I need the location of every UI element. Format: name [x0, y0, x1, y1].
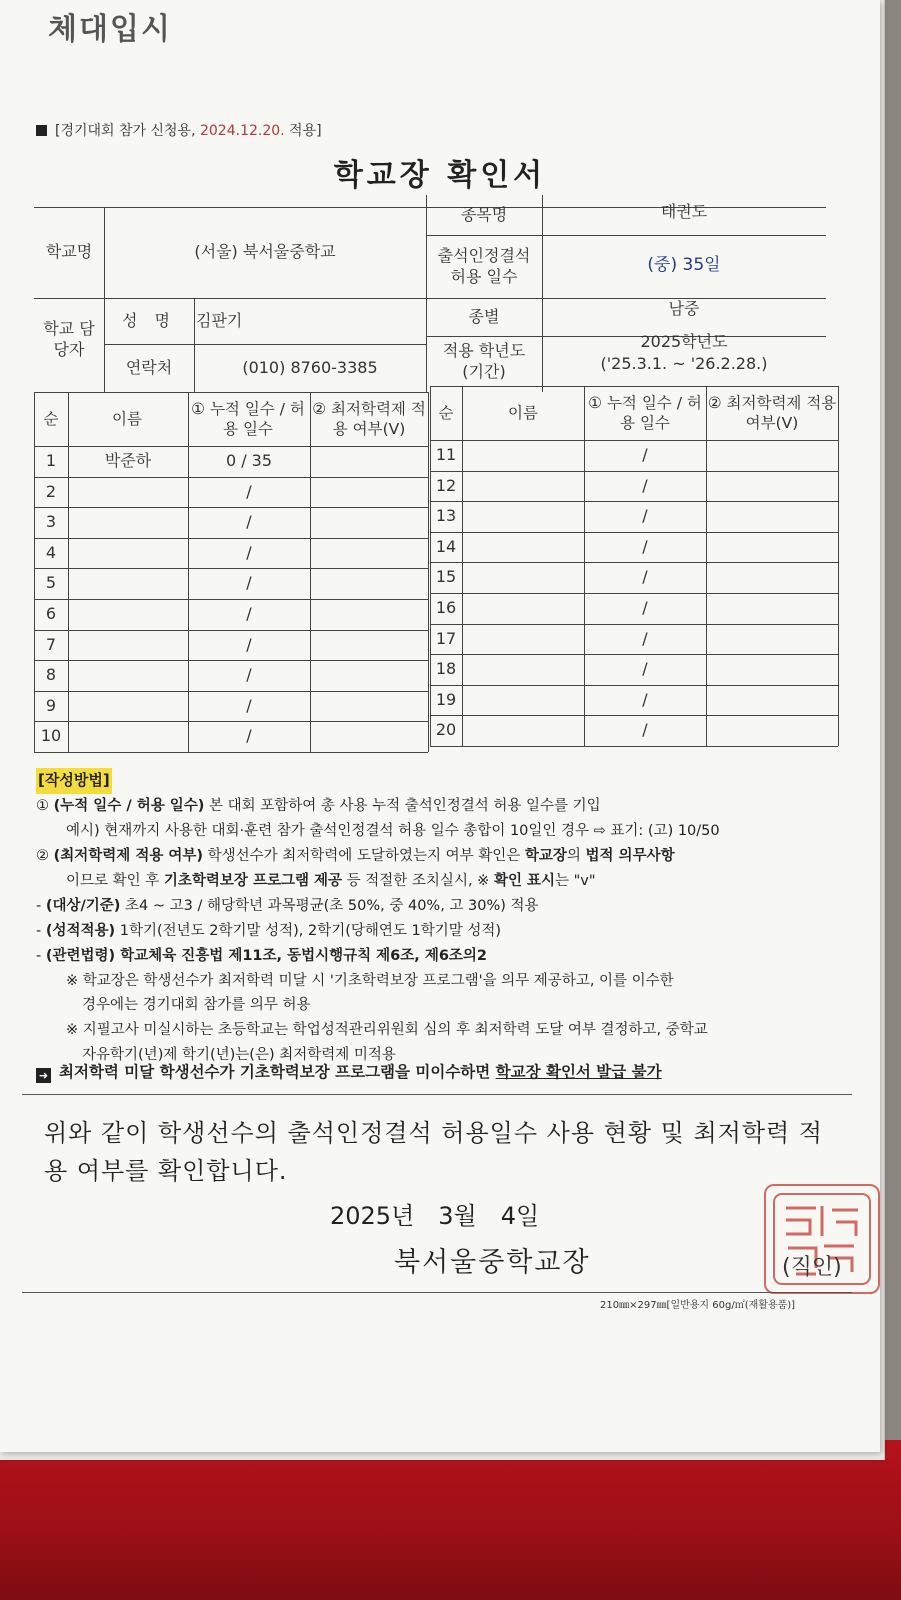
row-days: / — [642, 505, 648, 525]
guide-l4-t2: 등 적절한 조치실시, ※ — [346, 872, 490, 889]
grid-line — [310, 392, 311, 752]
red-surface — [0, 1440, 901, 1600]
guide-l5-text: 초4 ~ 고3 / 해당학년 과목평균(초 50%, 중 40%, 고 30%) 적용 — [125, 897, 539, 914]
row-days: 0 / 35 — [225, 450, 273, 470]
guide-l7-bold: (관련법령) 학교체육 진흥법 제11조, 동법시행규칙 제6조, 제6조의2 — [45, 947, 488, 964]
row-name — [462, 532, 584, 563]
col-days-header-right: ① 누적 일수 / 허용 일수 — [588, 393, 702, 432]
row-days: / — [246, 634, 252, 654]
row-number: 9 — [45, 695, 57, 715]
clipped-header-text: 체대입시 — [48, 12, 172, 47]
row-days: / — [642, 566, 648, 586]
header-date: 2024.12.20. — [199, 123, 285, 139]
paper-spec-footer: 210㎜×297㎜[일반용지 60g/㎡(재활용품)] — [600, 1300, 796, 1311]
row-name — [462, 471, 584, 502]
absence-value: (중) 35일 — [647, 254, 721, 275]
row-days: / — [246, 481, 252, 501]
guide-tag: [작성방법] — [36, 768, 112, 794]
col-min-header-right: ② 최저학력제 적용 여부(V) — [707, 393, 837, 432]
guide-l10: ※ 지필고사 미실시하는 초등학교는 학업성적관리위원회 심의 후 최저학력 도달 여부 결정하고, 중학교 — [66, 1022, 708, 1039]
guide-l9: 경우에는 경기대회 참가를 의무 허용 — [82, 997, 311, 1014]
header-prefix: [경기대회 참가 신청용, — [55, 123, 196, 139]
year-label: 적용 학년도 (기간) — [442, 341, 526, 381]
row-name — [462, 685, 584, 716]
date-day: 4일 — [500, 1202, 540, 1230]
row-days: / — [246, 511, 252, 531]
row-name — [462, 654, 584, 685]
row-number: 2 — [45, 481, 57, 501]
row-name — [68, 568, 188, 599]
col-name-header-left: 이름 — [112, 409, 142, 428]
final-note-text: 최저학력 미달 학생선수가 기초학력보장 프로그램을 미이수하면 — [59, 1063, 491, 1081]
school-head: 북서울중학교장 — [394, 1247, 591, 1278]
col-no-header-left: 순 — [43, 409, 59, 428]
guide-l3-text: 학생선수가 최저학력에 도달하였는지 여부 확인은 — [207, 847, 521, 864]
guide-l1-bold: (누적 일수 / 허용 일수) — [53, 797, 205, 814]
row-number: 13 — [435, 505, 457, 525]
row-number: 1 — [45, 450, 57, 470]
row-name — [68, 599, 188, 630]
date-year: 2025년 — [330, 1202, 415, 1230]
form-header — [36, 120, 322, 140]
row-name — [68, 630, 188, 661]
row-number: 10 — [40, 725, 62, 745]
row-number: 15 — [435, 566, 457, 586]
school-value: (서울) 북서울중학교 — [194, 242, 336, 262]
col-min-header-left: ② 최저학력제 적용 여부(V) — [312, 399, 426, 438]
row-number: 6 — [45, 603, 57, 623]
guide-num-1: ① — [36, 797, 49, 814]
category-value: 남중 — [668, 298, 700, 318]
guide-l3-b2: 학교장 — [524, 847, 567, 864]
row-name — [462, 501, 584, 532]
row-days: / — [642, 628, 648, 648]
guide-l4-text: 이므로 확인 후 — [66, 872, 160, 889]
row-name — [462, 562, 584, 593]
guide-l4-bold: 기초학력보장 프로그램 제공 — [163, 872, 343, 889]
row-name — [68, 477, 188, 508]
row-name — [462, 715, 584, 746]
contact-label: 연락처 — [125, 357, 173, 377]
guide-l5-bold: (대상/기준) — [45, 897, 121, 914]
grid-line — [838, 386, 839, 746]
guide-l4-b2: 확인 표시 — [493, 872, 556, 889]
row-name — [68, 507, 188, 538]
row-number: 11 — [435, 444, 457, 464]
row-number: 16 — [435, 597, 457, 617]
guide-l8: ※ 학교장은 학생선수가 최저학력 미달 시 '기초학력보장 프로그램'을 의무 제공하고, 이를 이수한 — [66, 972, 674, 989]
row-name — [462, 593, 584, 624]
issue-date — [330, 1196, 563, 1231]
guide-l6-text: 1학기(전년도 2학기말 성적), 2학기(당해연도 1학기말 성적) — [119, 922, 502, 939]
row-name — [462, 624, 584, 655]
row-number: 20 — [435, 719, 457, 739]
row-number: 4 — [45, 542, 57, 562]
event-label: 종목명 — [460, 204, 508, 224]
row-days: / — [246, 695, 252, 715]
row-number: 17 — [435, 628, 457, 648]
row-name — [68, 721, 188, 752]
row-number: 12 — [435, 475, 457, 495]
row-name — [68, 691, 188, 722]
row-number: 7 — [45, 634, 57, 654]
divider-top — [22, 1094, 852, 1095]
row-days: / — [246, 664, 252, 684]
row-name — [68, 660, 188, 691]
row-number: 8 — [45, 664, 57, 684]
row-days: / — [642, 475, 648, 495]
school-label: 학교명 — [45, 242, 93, 262]
divider-bottom — [22, 1292, 852, 1293]
row-name — [462, 440, 584, 471]
row-days: / — [642, 658, 648, 678]
guide-l11: 자유학기(년)제 학기(년)는(은) 최저학력제 미적용 — [82, 1047, 396, 1064]
name-value: 김판기 — [196, 310, 243, 330]
name-label: 성 명 — [122, 310, 176, 330]
row-name: 박준하 — [104, 450, 152, 470]
row-name — [68, 538, 188, 569]
header-suffix: 적용] — [289, 123, 322, 139]
absence-label: 출석인정결석 허용 일수 — [437, 246, 531, 286]
row-days: / — [642, 719, 648, 739]
row-days: / — [246, 572, 252, 592]
row-number: 19 — [435, 689, 457, 709]
row-days: / — [642, 444, 648, 464]
row-number: 5 — [45, 572, 57, 592]
grid-line — [428, 392, 429, 752]
col-days-header-left: ① 누적 일수 / 허용 일수 — [191, 399, 305, 438]
category-label: 종별 — [468, 306, 500, 326]
year-period: ('25.3.1. ~ '26.2.28.) — [600, 353, 768, 373]
row-days: / — [246, 725, 252, 745]
row-days: / — [246, 603, 252, 623]
col-no-header-right: 순 — [438, 403, 454, 422]
manager-label: 학교 담당자 — [43, 319, 95, 359]
row-days: / — [642, 536, 648, 556]
grid-line — [430, 746, 838, 747]
seal-label: (직인) — [782, 1255, 842, 1280]
row-number: 18 — [435, 658, 457, 678]
confirm-statement: 위와 같이 학생선수의 출석인정결석 허용일수 사용 현황 및 최저학력 적용 여부를 확인합니다. — [44, 1119, 823, 1186]
guide-l4-t3: 는 "v" — [555, 872, 596, 889]
final-note — [36, 1060, 662, 1083]
guide-l6-bold: (성적적용) — [45, 922, 116, 939]
arrow-box-icon: ➜ — [36, 1068, 51, 1083]
guide-l3-b3: 법적 의무사항 — [585, 847, 675, 864]
guide-l2: 예시) 현재까지 사용한 대회·훈련 참가 출석인정결석 허용 일수 총합이 10일인 경우 ⇨ 표기: (고) 10/50 — [66, 822, 720, 839]
row-days: / — [642, 597, 648, 617]
final-note-underlined: 학교장 확인서 발급 불가 — [495, 1063, 662, 1081]
row-number: 3 — [45, 511, 57, 531]
row-days: / — [642, 689, 648, 709]
guide-l1-text: 본 대회 포함하여 총 사용 누적 출석인정결석 허용 일수를 기입 — [209, 797, 601, 814]
year-value: 2025학년도 — [640, 331, 728, 351]
writing-guide: [작성방법] ① (누적 일수 / 허용 일수) 본 대회 포함하여 총 사용 누적 출석인정결석 허용 일수를 기입 예시) 현재까지 사용한 대회·훈련 참가 출석인정결석 허용 일수 총합이 10일인 경우 ⇨ 표기: (고) 10/50 ② (최저학력제 적용 여부) 학생선수가 최저학력에 도달하였는지 여부 확인은 학교장의 법적 의무사항 이므로 확인 후 기초학력보장 프로그램 제공 등 적절한 조치실시, ※ 확인 표시는 "v" - (대상/기준) 초4 ~ 고3 / 해당학년 과목평균(초 50%, 중 40%, 고 30%) 적용 - (성적적용) 1학기(전년도 2학기말 성적), 2학기(당해연도 1학기말 성적) - (관련법령) 학교체육 진흥법 제11조, 동법시행규칙 제6조, 제6조의2 ※ 학교장은 학생선수가 최저학력 미달 시 '기초학력보장 프로그램'을 의무 제공하고, 이를 이수한 경우에는 경기대회 참가를 의무 허용 ※ 지필고사 미실시하는 초등학교는 학업성적관리위원회 심의 후 최저학력 도달 여부 결정하고, 중학교 자유학기(년)제 학기(년)는(은) 최저학력제 미적용 — [36, 768, 856, 1068]
guide-l3-t2: 의 — [566, 847, 581, 864]
page-title: 학교장 확인서 — [333, 158, 547, 193]
event-value: 태권도 — [660, 201, 708, 221]
col-name-header-right: 이름 — [508, 403, 538, 422]
row-days: / — [246, 542, 252, 562]
grid-line — [706, 386, 707, 746]
guide-l3-bold: (최저학력제 적용 여부) — [53, 847, 204, 864]
row-number: 14 — [435, 536, 457, 556]
guide-num-2: ② — [36, 847, 49, 864]
square-bullet-icon — [36, 125, 47, 136]
grid-line — [34, 752, 428, 753]
contact-value: (010) 8760-3385 — [242, 357, 378, 377]
date-month: 3월 — [438, 1202, 477, 1230]
